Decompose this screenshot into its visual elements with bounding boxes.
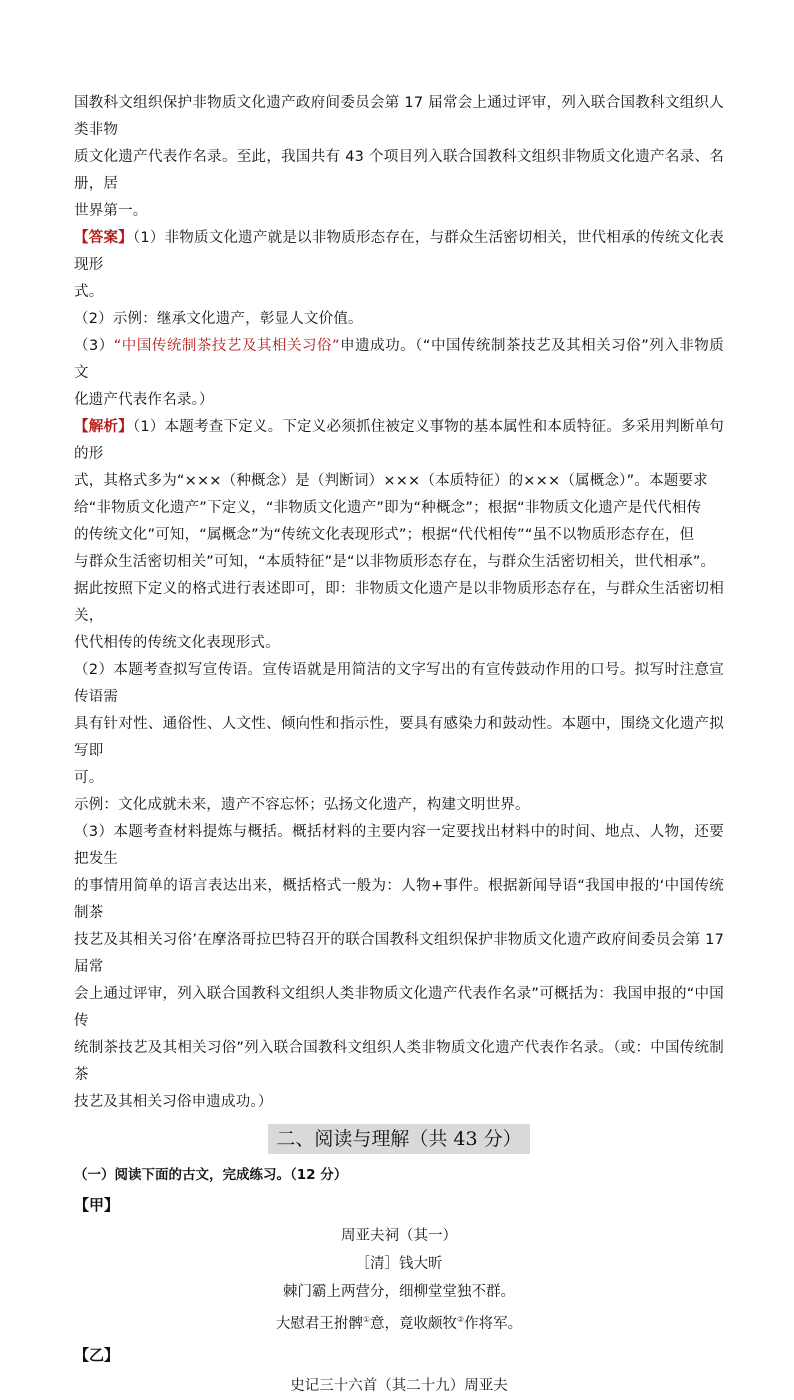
footnote-marker-1: ① bbox=[362, 1315, 370, 1324]
poem-1-title: 周亚夫祠（其一） bbox=[341, 1228, 457, 1244]
analysis-block bbox=[74, 414, 724, 1116]
analysis-1-line: 据此按照下定义的格式进行表述即可，即：非物质文化遗产是以非物质形态存在，与群众生活密切相关， bbox=[74, 581, 724, 624]
poem-1-author: ［清］钱大昕 bbox=[355, 1256, 443, 1272]
intro-line-3: 世界第一。 bbox=[74, 203, 148, 219]
label-jia: 【甲】 bbox=[74, 1196, 120, 1214]
document-body bbox=[74, 90, 724, 1400]
analysis-2-line: （2）本题考查拟写宣传语。宣传语就是用简洁的文字写出的有宣传鼓动作用的口号。拟写时注意宣传语需 bbox=[74, 662, 724, 705]
analysis-1-line: 的传统文化”可知，“属概念”为“传统文化表现形式”；根据“代代相传”“虽不以物质形态存在，但 bbox=[74, 527, 695, 543]
poem-1-line-1: 棘门霸上两营分，细柳堂堂独不群。 bbox=[283, 1284, 515, 1300]
answer-line-4 bbox=[74, 333, 724, 387]
answer-3-prefix: （3） bbox=[74, 338, 114, 354]
poem-2-title: 史记三十六首（其二十九）周亚夫 bbox=[290, 1377, 508, 1394]
analysis-2-line: 可。 bbox=[74, 770, 104, 786]
analysis-2-line: 具有针对性、通俗性、人文性、倾向性和指示性，要具有感染力和鼓动性。本题中，围绕文化遗产拟写即 bbox=[74, 716, 724, 759]
analysis-3-line: 的事情用简单的语言表达出来，概括格式一般为：人物+事件。根据新闻导语“我国申报的‘中国传统制茶 bbox=[74, 878, 724, 921]
footnote-marker-2: ② bbox=[457, 1315, 465, 1324]
subsection-heading: （一）阅读下面的古文，完成练习。（12 分） bbox=[74, 1167, 348, 1183]
analysis-3-line: 技艺及其相关习俗申遗成功。） bbox=[74, 1094, 273, 1110]
answer-line-1 bbox=[74, 225, 724, 279]
analysis-1-line: 给“非物质文化遗产”下定义，“非物质文化遗产”即为“种概念”；根据“非物质文化遗产是代代相传 bbox=[74, 500, 702, 516]
section-title: 二、阅读与理解（共 43 分） bbox=[268, 1124, 529, 1154]
analysis-line-1 bbox=[74, 414, 724, 468]
answer-block bbox=[74, 225, 724, 414]
poem-1-line-2-b: 意，竟收颇牧 bbox=[370, 1315, 457, 1332]
analysis-1-line: 式，其格式多为“×××（种概念）是（判断词）×××（本质特征）的×××（属概念）”。本题要求 bbox=[74, 473, 708, 489]
analysis-2-example: 示例：文化成就未来，遗产不容忘怀；弘扬文化遗产，构建文明世界。 bbox=[74, 797, 530, 813]
analysis-tag: 【解析】 bbox=[74, 419, 133, 435]
answer-1-text: （1）非物质文化遗产就是以非物质形态存在，与群众生活密切相关，世代相承的传统文化表现形 bbox=[74, 230, 725, 273]
label-yi: 【乙】 bbox=[74, 1345, 120, 1364]
answer-line-3: （2）示例：继承文化遗产，彰显人文价值。 bbox=[74, 311, 363, 327]
poem-1-line-2-a: 大慰君王拊髀 bbox=[275, 1315, 363, 1332]
analysis-3-line: 会上通过评审，列入联合国教科文组织人类非物质文化遗产代表作名录”可概括为：我国申报的“中国传 bbox=[74, 986, 724, 1029]
analysis-1-first: （1）本题考查下定义。下定义必须抓住被定义事物的基本属性和本质特征。多采用判断单句的形 bbox=[74, 419, 725, 462]
analysis-1-line: 代代相传的传统文化表现形式。 bbox=[74, 635, 280, 651]
analysis-1-line: 与群众生活密切相关”可知，“本质特征”是“以非物质形态存在，与群众生活密切相关，世代相承”。 bbox=[74, 554, 716, 570]
analysis-3-line: 统制茶技艺及其相关习俗”列入联合国教科文组织人类非物质文化遗产代表作名录。（或：中国传统制茶 bbox=[74, 1040, 724, 1083]
section-title-wrap bbox=[74, 1124, 724, 1154]
answer-3-rest: 申遗成功。（“中国传统制茶技艺及其相关习俗”列入非物质文 bbox=[74, 338, 724, 381]
intro-line-1: 国教科文组织保护非物质文化遗产政府间委员会第 17 届常会上通过评审，列入联合国教科文组织人类非物 bbox=[74, 95, 724, 138]
analysis-3-line: （3）本题考查材料提炼与概括。概括材料的主要内容一定要找出材料中的时间、地点、人物，还要把发生 bbox=[74, 824, 724, 867]
intro-line-2: 质文化遗产代表作名录。至此，我国共有 43 个项目列入联合国教科文组织非物质文化遗产名录、名册，居 bbox=[74, 149, 724, 192]
answer-line-5: 化遗产代表作名录。） bbox=[74, 392, 214, 408]
poem-1-line-2 bbox=[74, 1306, 724, 1338]
analysis-3-line: 技艺及其相关习俗’在摩洛哥拉巴特召开的联合国教科文组织保护非物质文化遗产政府间委员会第 17 届常 bbox=[74, 932, 724, 975]
answer-3-highlight: “中国传统制茶技艺及其相关习俗” bbox=[113, 338, 340, 354]
answer-tag: 【答案】 bbox=[74, 230, 133, 246]
intro-paragraph bbox=[74, 90, 724, 225]
answer-line-2: 式。 bbox=[74, 284, 104, 300]
poem-1-line-2-c: 作将军。 bbox=[464, 1315, 523, 1332]
